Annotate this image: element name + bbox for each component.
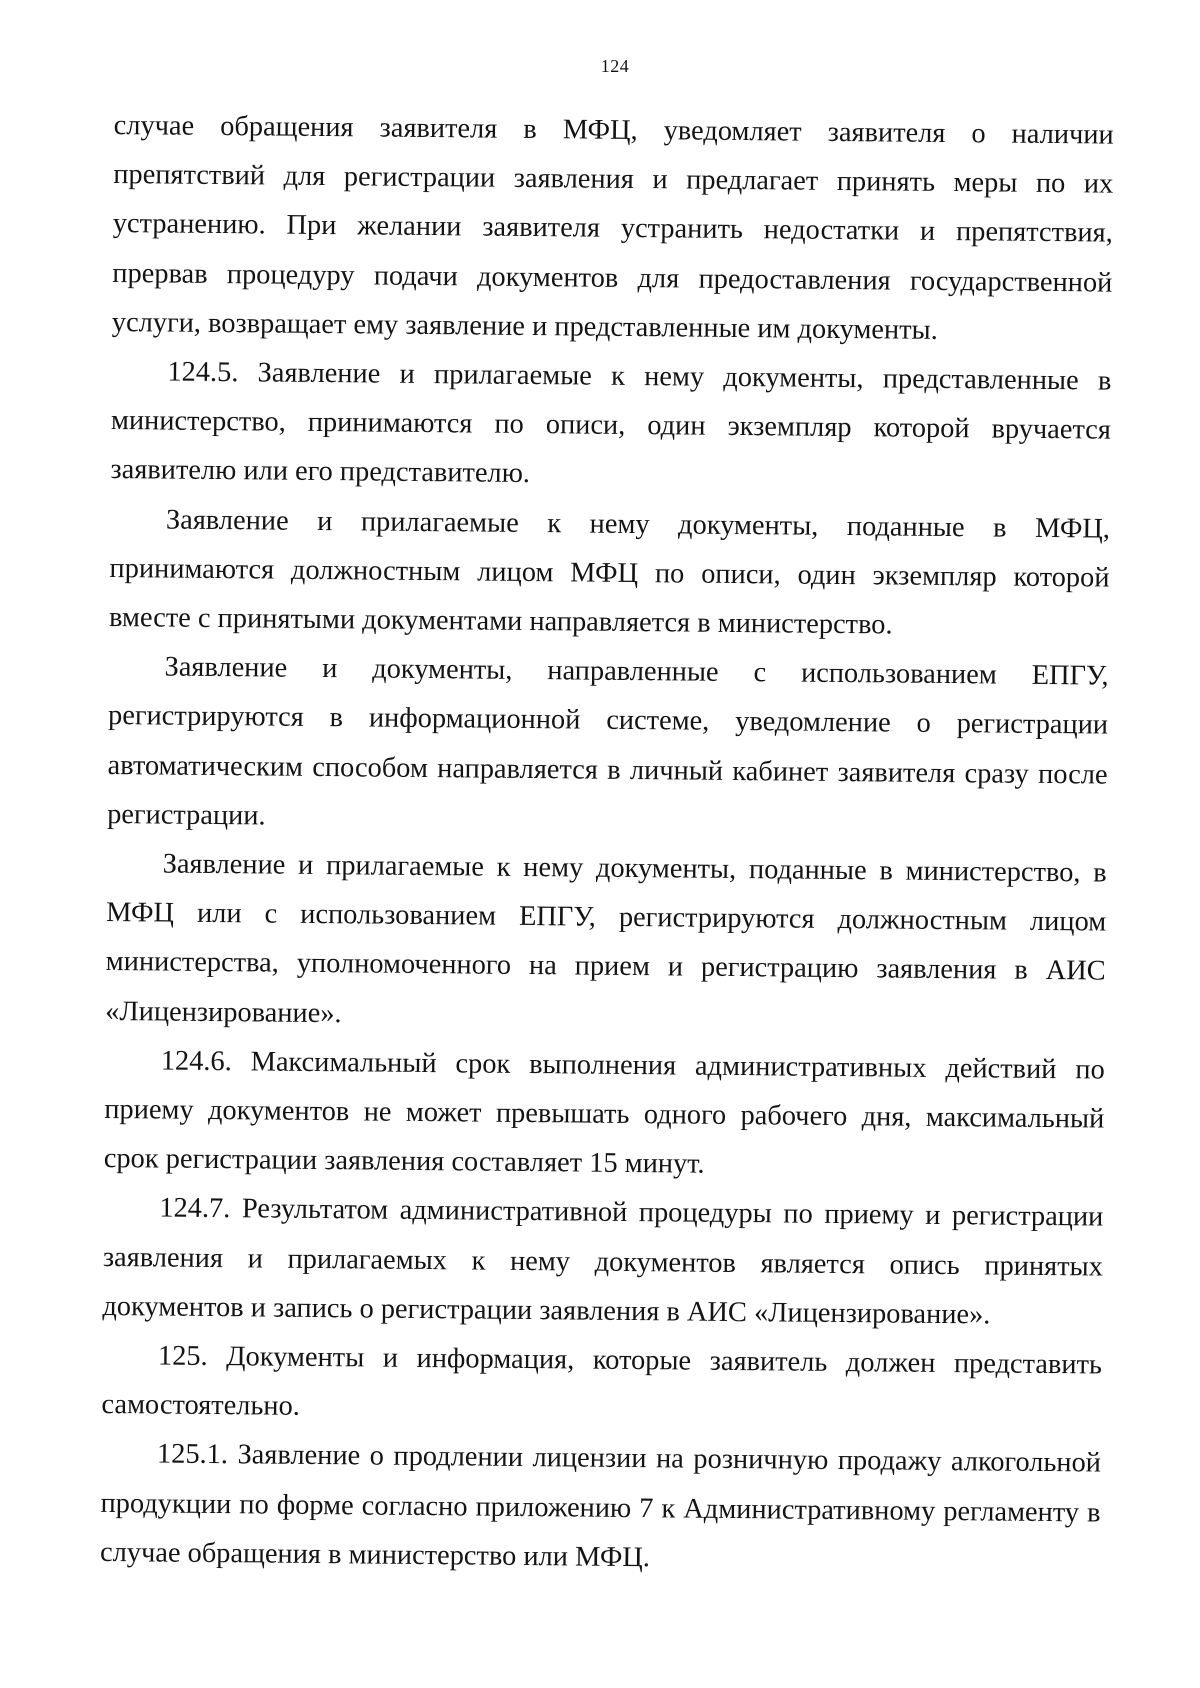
paragraph-124-7: 124.7. Результатом административной процедуры по приему и регистрации заявления и прилагаемых к нему документов является опись принятых документов и запись о регистрации заявления в АИС «Лицензирование». (102, 1192, 1104, 1331)
paragraph-epgu-registration: Заявление и документы, направленные с использованием ЕПГУ, регистрируются в информационной системе, уведомление о регистрации автоматическим способом направляется в личный кабинет заявителя сразу после регистрации. (107, 651, 1109, 832)
page-number: 124 (600, 56, 630, 76)
paragraph-124-6: 124.6. Максимальный срок выполнения административных действий по приему документов не может превышать одного рабочего дня, максимальный срок регистрации заявления составляет 15 минут. (103, 1045, 1105, 1180)
paragraph-mfc-submission: Заявление и прилагаемые к нему документы, поданные в МФЦ, принимаются должностным лицом МФЦ по описи, один экземпляр которой вместе с принятыми документами направляется в министерство. (108, 504, 1111, 641)
paragraph-continuation: случае обращения заявителя в МФЦ, уведомляет заявителя о наличии препятствий для регистрации заявления и предлагает принять меры по их устранению. При желании заявителя устранить недостатки и препятствия, прервав процедуру подачи документов для предоставления государственной услуги, возвращает ему заявление и представленные им документы. (111, 109, 1114, 346)
paragraph-ais-registration: Заявление и прилагаемые к нему документы, поданные в министерство, в МФЦ или с использованием ЕПГУ, регистрируются должностным лицом министерства, уполномоченного на прием и регистрацию заявления в АИС «Лицензирование». (105, 848, 1107, 1029)
paragraph-125: 125. Документы и информация, которые заявитель должен представить самостоятельно. (101, 1340, 1103, 1423)
paragraph-124-5: 124.5. Заявление и прилагаемые к нему документы, представленные в министерство, принимаются по описи, один экземпляр которой вручается заявителю или его представителю. (110, 356, 1112, 490)
paragraph-125-1: 125.1. Заявление о продлении лицензии на розничную продажу алкогольной продукции по форме согласно приложению 7 к Административному регламенту в случае обращения в министерство или МФЦ. (99, 1438, 1102, 1574)
document-body (100, 101, 1114, 1587)
